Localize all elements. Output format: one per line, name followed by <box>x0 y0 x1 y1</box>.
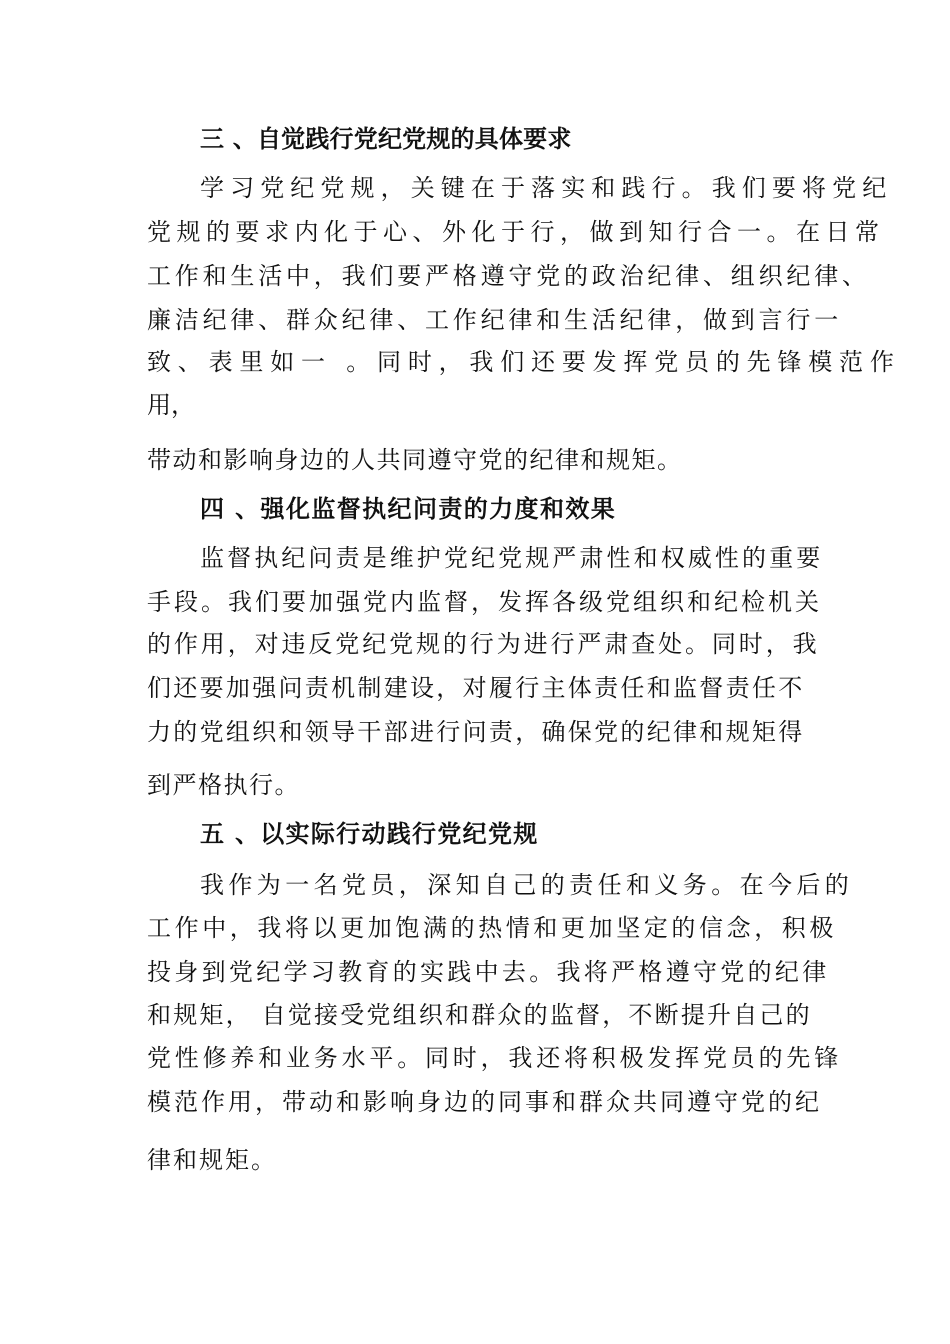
section-5-line-2: 工作中，我将以更加饱满的热情和更加坚定的信念，积极 <box>147 914 837 942</box>
section-4-line-4: 们还要加强问责机制建设，对履行主体责任和监督责任不 <box>147 674 805 702</box>
section-3-line-3: 工作和生活中，我们要严格遵守党的政治纪律、组织纪律、 <box>147 262 870 290</box>
section-5-line-7: 律和规矩。 <box>147 1146 277 1174</box>
section-3-line-6: 用， <box>147 391 195 419</box>
section-5-line-1: 我作为一名党员，深知自己的责任和义务。在今后的 <box>200 871 854 899</box>
section-3-line-5: 致、表里如一 。同时，我们还要发挥党员的先锋模范作 <box>147 348 901 376</box>
section-3-heading: 三 、自觉践行党纪党规的具体要求 <box>200 125 572 153</box>
section-3-line-1: 学习党纪党规，关键在于落实和践行。我们要将党纪 <box>200 174 893 202</box>
section-3-line-4: 廉洁纪律、群众纪律、工作纪律和生活纪律，做到言行一 <box>147 306 842 334</box>
section-4-line-2: 手段。我们要加强党内监督，发挥各级党组织和纪检机关 <box>147 588 822 616</box>
section-5-line-6: 模范作用，带动和影响身边的同事和群众共同遵守党的纪 <box>147 1088 822 1116</box>
section-3-line-2: 党规的要求内化于心、外化于行，做到知行合一。在日常 <box>147 218 885 246</box>
section-4-line-3: 的作用，对违反党纪党规的行为进行严肃查处。同时，我 <box>147 630 820 658</box>
section-5-line-4: 和规矩， 自觉接受党组织和群众的监督，不断提升自己的 <box>147 1001 812 1029</box>
section-5-line-3: 投身到党纪学习教育的实践中去。我将严格遵守党的纪律 <box>147 958 830 986</box>
section-5-heading: 五 、以实际行动践行党纪党规 <box>200 820 539 848</box>
section-4-line-6: 到严格执行。 <box>147 771 300 799</box>
section-5-line-5: 党性修养和业务水平。同时，我还将积极发挥党员的先锋 <box>147 1044 842 1072</box>
section-4-heading: 四 、强化监督执纪问责的力度和效果 <box>200 495 617 523</box>
section-4-line-5: 力的党组织和领导干部进行问责，确保党的纪律和规矩得 <box>147 718 805 746</box>
section-3-line-7: 带动和影响身边的人共同遵守党的纪律和规矩。 <box>147 446 683 474</box>
section-4-line-1: 监督执纪问责是维护党纪党规严肃性和权威性的重要 <box>200 544 824 572</box>
